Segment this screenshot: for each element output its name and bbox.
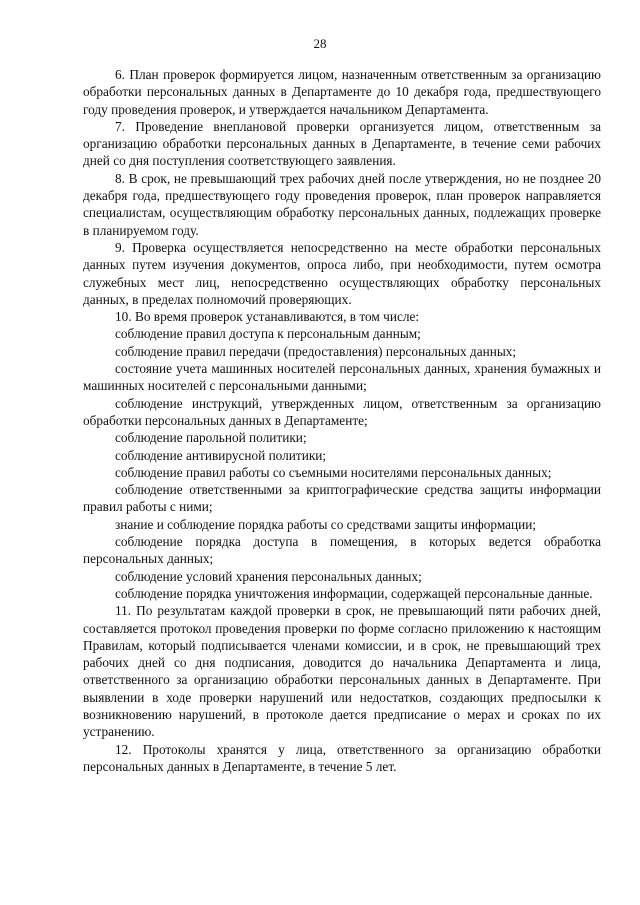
list-item: соблюдение порядка доступа в помещения, в которых ведется обработка персональных данных;: [83, 534, 601, 567]
list-item: соблюдение правил работы со съемными носителями персональных данных;: [115, 464, 552, 480]
paragraph-12: 12. Протоколы хранятся у лица, ответственного за организацию обработки персональных данных в Департаменте, в течение 5 лет.: [83, 741, 601, 774]
list-item: знание и соблюдение порядка работы со средствами защиты информации;: [115, 516, 537, 532]
list-item: соблюдение инструкций, утвержденных лицом, ответственным за организацию обработки персональных данных в Департаменте;: [83, 395, 601, 428]
paragraph-7: 7. Проведение внеплановой проверки организуется лицом, ответственным за организацию обработки персональных данных в Департаменте, в течение семи рабочих дней со дня поступления соответствующего заявления.: [83, 118, 601, 169]
document-body: [83, 66, 601, 775]
list-item: соблюдение антивирусной политики;: [115, 447, 327, 463]
list-item: соблюдение правил доступа к персональным данным;: [115, 326, 421, 342]
paragraph-9: 9. Проверка осуществляется непосредственно на месте обработки персональных данных путем изучения документов, опроса либо, при необходимости, путем осмотра служебных мест лиц, непосредственно осуществляющих обработку персональных данных, в пределах полномочий проверяющих.: [83, 239, 601, 307]
list-item: соблюдение порядка уничтожения информации, содержащей персональные данные.: [115, 585, 593, 601]
list-item: соблюдение условий хранения персональных данных;: [115, 568, 422, 584]
list-item: соблюдение ответственными за криптографические средства защиты информации правил работы с ними;: [83, 482, 601, 515]
paragraph-10: 10. Во время проверок устанавливаются, в том числе:: [115, 309, 420, 325]
paragraph-11: 11. По результатам каждой проверки в срок, не превышающий пяти рабочих дней, составляется протокол проведения проверки по форме согласно приложению к настоящим Правилам, который подписывается членами комиссии, и в срок, не превышающий трех рабочих дней со дня подписания, доводится до начальника Департамента и лица, ответственного за организацию обработки персональных данных в Департаменте. При выявлении в ходе проверки нарушений или недостатков, создающих предпосылки к возникновению нарушений, в протоколе дается предписание о мерах и сроках по их устранению.: [83, 603, 601, 740]
list-item: состояние учета машинных носителей персональных данных, хранения бумажных и машинных носителей с персональными данными;: [83, 361, 601, 394]
paragraph-6: 6. План проверок формируется лицом, назначенным ответственным за организацию обработки персональных данных в Департаменте до 10 декабря года, предшествующего году проведения проверок, и утверждается начальником Департамента.: [83, 67, 601, 117]
list-item: соблюдение правил передачи (предоставления) персональных данных;: [115, 343, 517, 359]
paragraph-8: 8. В срок, не превышающий трех рабочих дней после утверждения, но не позднее 20 декабря года, предшествующего году проведения проверок, план проверок направляется специалистам, осуществляющим обработку персональных данных, подлежащих проверке в планируемом году.: [83, 170, 601, 238]
page-number: 28: [313, 36, 327, 51]
list-item: соблюдение парольной политики;: [115, 430, 307, 446]
